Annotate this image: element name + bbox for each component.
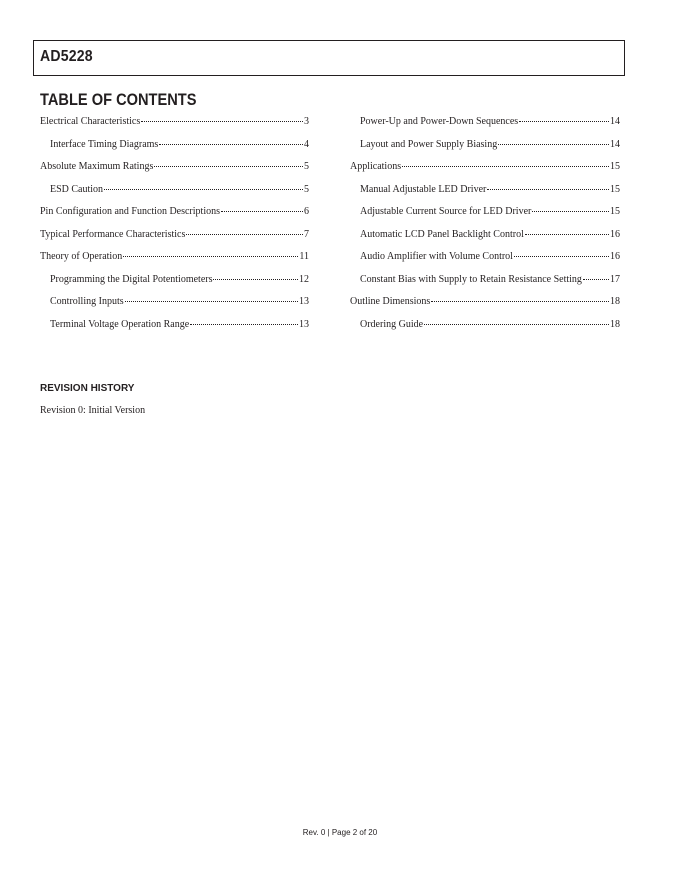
document-header	[33, 40, 625, 76]
toc-entry-label: Theory of Operation	[40, 251, 123, 262]
toc-dot-leader	[154, 166, 303, 167]
toc-entry-label: Constant Bias with Supply to Retain Resistance Setting	[360, 273, 582, 285]
toc-entry[interactable]	[40, 159, 309, 182]
toc-entry-label: Manual Adjustable LED Driver	[360, 183, 487, 195]
toc-entry-page: 12	[299, 273, 309, 285]
toc-entry-page: 15	[610, 206, 620, 217]
toc-entry[interactable]	[350, 204, 620, 227]
toc-entry-label: Interface Timing Diagrams	[50, 138, 159, 150]
toc-dot-leader	[583, 279, 609, 280]
toc-dot-leader	[424, 324, 609, 325]
toc-entry[interactable]	[40, 294, 309, 317]
toc-entry[interactable]	[40, 317, 309, 340]
revision-history-entry: Revision 0: Initial Version	[40, 405, 146, 416]
toc-entry[interactable]	[350, 159, 620, 182]
toc-entry-page: 6	[304, 206, 309, 217]
toc-entry-page: 5	[304, 183, 309, 195]
toc-entry-page: 3	[304, 116, 309, 127]
toc-entry-page: 17	[610, 273, 620, 285]
toc-entry-page: 14	[610, 116, 620, 127]
toc-entry[interactable]	[40, 114, 309, 137]
toc-entry-label: Controlling Inputs	[50, 296, 124, 307]
toc-entry[interactable]	[350, 294, 620, 317]
toc-dot-leader	[123, 256, 298, 257]
toc-dot-leader	[221, 211, 303, 212]
toc-entry-page: 11	[299, 251, 309, 262]
toc-dot-leader	[141, 121, 303, 122]
toc-dot-leader	[525, 234, 609, 235]
toc-entry-page: 14	[610, 138, 620, 150]
toc-entry-page: 16	[610, 228, 620, 240]
toc-entry-label: Power-Up and Power-Down Sequences	[360, 116, 519, 127]
toc-entry-page: 18	[610, 318, 620, 330]
revision-history-heading: REVISION HISTORY	[40, 383, 135, 394]
toc-entry-page: 15	[610, 183, 620, 195]
toc-entry[interactable]	[350, 272, 620, 295]
toc-dot-leader	[532, 211, 609, 212]
toc-entry-page: 18	[610, 296, 620, 307]
toc-entry-label: Ordering Guide	[360, 318, 424, 330]
toc-entry-label: Automatic LCD Panel Backlight Control	[360, 228, 524, 240]
toc-dot-leader	[190, 324, 298, 325]
toc-entry-label: Outline Dimensions	[350, 296, 431, 307]
part-number-title: AD5228	[40, 48, 93, 65]
toc-entry[interactable]	[40, 204, 309, 227]
toc-entry-page: 7	[304, 228, 309, 240]
toc-entry[interactable]	[40, 272, 309, 295]
toc-entry[interactable]	[40, 182, 309, 205]
toc-entry-label: Terminal Voltage Operation Range	[50, 318, 190, 330]
toc-dot-leader	[402, 166, 609, 167]
toc-entry-page: 15	[610, 161, 620, 172]
toc-dot-leader	[186, 234, 303, 235]
toc-left-column	[40, 114, 309, 339]
toc-entry-label: Pin Configuration and Function Descriptions	[40, 206, 220, 217]
toc-entry-page: 13	[299, 318, 309, 330]
toc-entry-label: Typical Performance Characteristics	[40, 228, 186, 240]
toc-entry[interactable]	[350, 137, 620, 160]
toc-entry-label: Audio Amplifier with Volume Control	[360, 251, 513, 262]
toc-entry[interactable]	[350, 182, 620, 205]
toc-entry[interactable]	[350, 249, 620, 272]
toc-entry-label: Adjustable Current Source for LED Driver	[360, 206, 532, 217]
toc-dot-leader	[431, 301, 609, 302]
toc-entry-page: 13	[299, 296, 309, 307]
toc-entry-page: 5	[304, 161, 309, 172]
toc-right-column	[350, 114, 620, 339]
toc-dot-leader	[125, 301, 298, 302]
toc-entry[interactable]	[350, 317, 620, 340]
toc-dot-leader	[487, 189, 609, 190]
toc-dot-leader	[498, 144, 609, 145]
toc-entry-page: 4	[304, 138, 309, 150]
toc-entry-label: ESD Caution	[50, 183, 104, 195]
toc-entry-label: Applications	[350, 161, 402, 172]
toc-entry-page: 16	[610, 251, 620, 262]
toc-entry-label: Programming the Digital Potentiometers	[50, 273, 213, 285]
toc-dot-leader	[104, 189, 303, 190]
toc-entry[interactable]	[40, 227, 309, 250]
toc-heading: TABLE OF CONTENTS	[40, 90, 197, 109]
toc-entry[interactable]	[40, 137, 309, 160]
toc-dot-leader	[514, 256, 609, 257]
toc-dot-leader	[213, 279, 298, 280]
toc-entry-label: Absolute Maximum Ratings	[40, 161, 154, 172]
toc-entry[interactable]	[40, 249, 309, 272]
toc-entry[interactable]	[350, 114, 620, 137]
page-footer: Rev. 0 | Page 2 of 20	[302, 828, 378, 837]
toc-entry-label: Electrical Characteristics	[40, 116, 141, 127]
toc-dot-leader	[519, 121, 609, 122]
toc-dot-leader	[159, 144, 303, 145]
toc-entry[interactable]	[350, 227, 620, 250]
toc-entry-label: Layout and Power Supply Biasing	[360, 138, 498, 150]
